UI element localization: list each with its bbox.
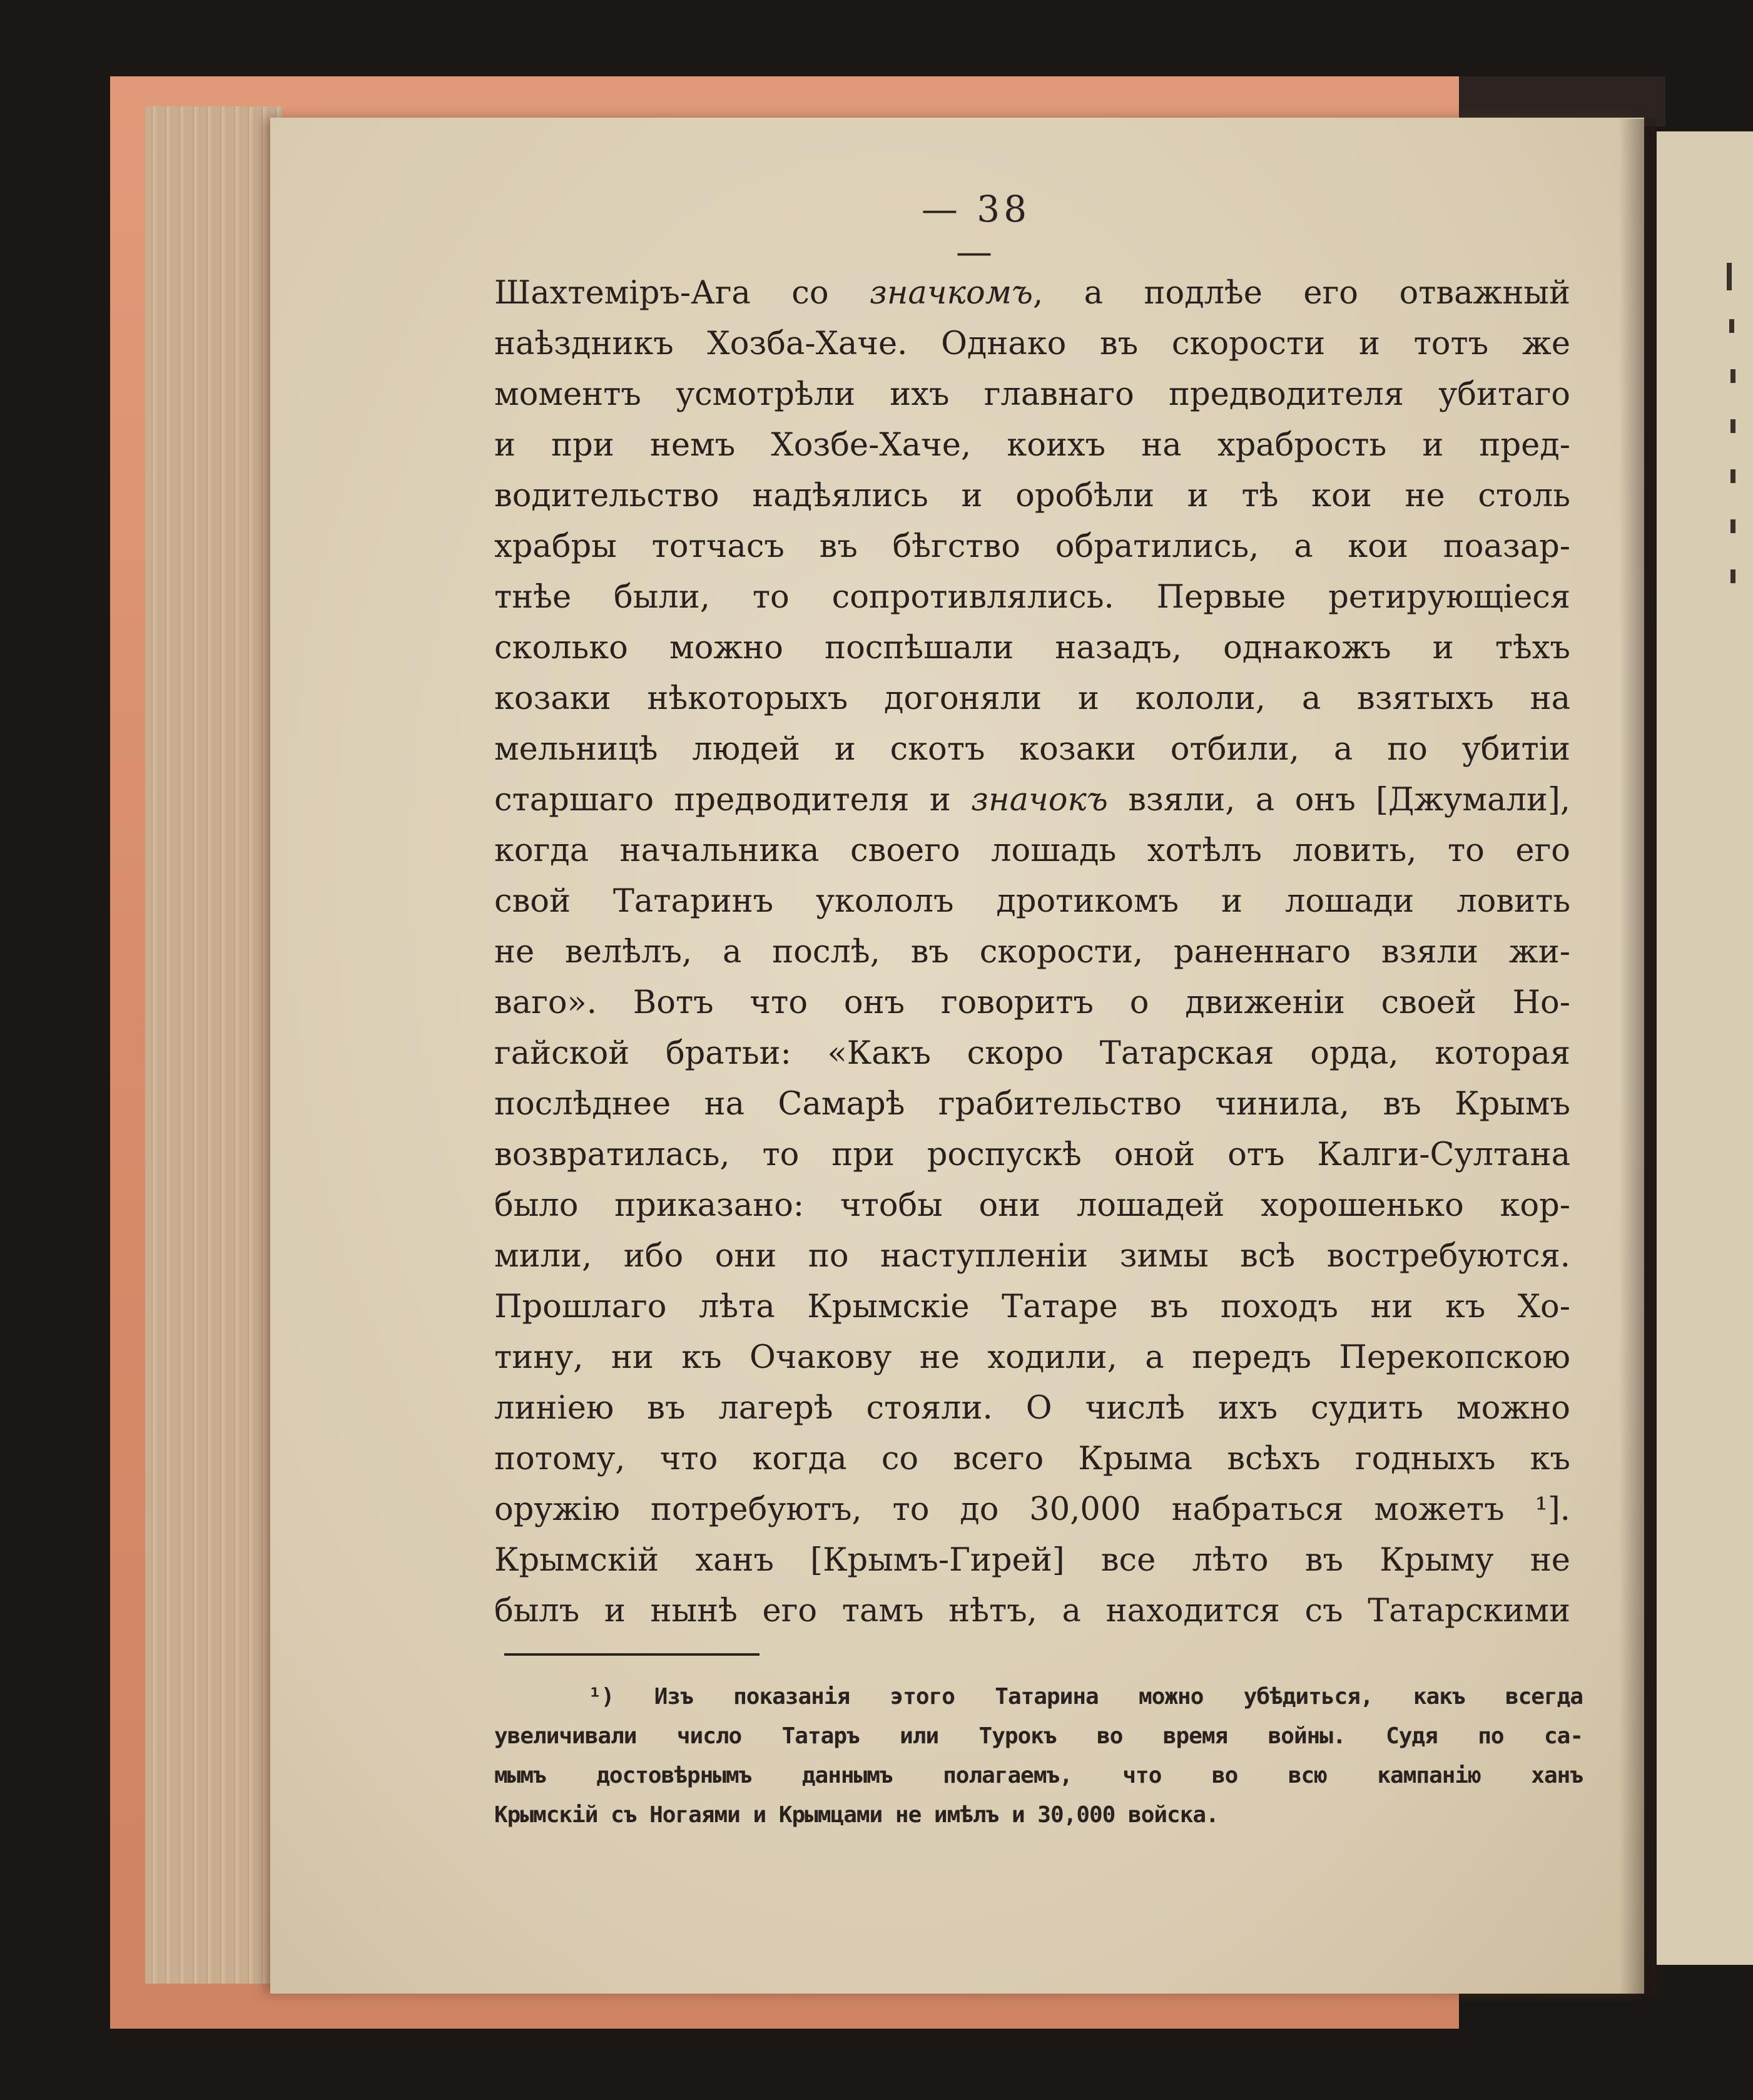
text-line: потому, что когда со всего Крыма всѣхъ годныхъ къ bbox=[494, 1440, 1570, 1477]
facing-page bbox=[1657, 131, 1753, 1965]
text-line: линіею въ лагерѣ стояли. О числѣ ихъ судить можно bbox=[494, 1390, 1570, 1427]
footnote-line: увеличивали число Татаръ или Турокъ во время войны. Судя по са- bbox=[494, 1723, 1583, 1749]
text-line: тину, ни къ Очакову не ходили, а передъ Перекопскою bbox=[494, 1339, 1570, 1376]
footnote-separator bbox=[504, 1653, 760, 1656]
text-line: моментъ усмотрѣли ихъ главнаго предводителя убитаго bbox=[494, 376, 1570, 413]
text-line: не велѣлъ, а послѣ, въ скорости, раненнаго взяли жи- bbox=[494, 934, 1570, 971]
footnote bbox=[494, 1677, 1583, 1835]
text-line: сколько можно поспѣшали назадъ, однакожъ и тѣхъ bbox=[494, 629, 1570, 666]
text-line: и при немъ Хозбе-Хаче, коихъ на храбрость и пред- bbox=[494, 427, 1570, 464]
page-number: — 38 — bbox=[921, 188, 1031, 273]
text-line: тнѣе были, то сопротивлялись. Первые ретирующіеся bbox=[494, 579, 1570, 616]
text-line: мельницѣ людей и скотъ козаки отбили, а по убитіи bbox=[494, 731, 1570, 768]
text-line: свой Татаринъ укололъ дротикомъ и лошади ловить bbox=[494, 883, 1570, 920]
text-line: Прошлаго лѣта Крымскіе Татаре въ походъ ни къ Хо- bbox=[494, 1288, 1570, 1325]
text-line: ваго». Вотъ что онъ говоритъ о движеніи своей Но- bbox=[494, 984, 1570, 1021]
text-line: когда начальника своего лошадь хотѣлъ ловить, то его bbox=[494, 832, 1570, 869]
text-line: мили, ибо они по наступленіи зимы всѣ востребуются. bbox=[494, 1238, 1570, 1275]
page-edges bbox=[145, 106, 283, 1984]
text-line: старшаго предводителя и значокъ взяли, а онъ [Джумали], bbox=[494, 782, 1571, 818]
main-text bbox=[494, 268, 1570, 1636]
text-line: возвратилась, то при роспускѣ оной отъ Калги-Султана bbox=[494, 1136, 1570, 1173]
text-line: козаки нѣкоторыхъ догоняли и кололи, а взятыхъ на bbox=[494, 680, 1570, 717]
text-line: было приказано: чтобы они лошадей хорошенько кор- bbox=[494, 1187, 1570, 1224]
text-line: храбры тотчасъ въ бѣгство обратились, а кои поазар- bbox=[494, 528, 1570, 565]
text-line: Крымскій ханъ [Крымъ-Гирей] все лѣто въ Крыму не bbox=[494, 1542, 1570, 1579]
footnote-line: мымъ достовѣрнымъ даннымъ полагаемъ, что во всю кампанію ханъ bbox=[494, 1763, 1583, 1788]
text-line: оружію потребуютъ, то до 30,000 набраться можетъ ¹]. bbox=[494, 1491, 1570, 1528]
text-line: Шахтеміръ-Ага со значкомъ, а подлѣе его отважный bbox=[494, 275, 1570, 312]
text-line: наѣздникъ Хозба-Хаче. Однако въ скорости и тотъ же bbox=[494, 325, 1570, 362]
footnote-line: ¹) Изъ показанія этого Татарина можно убѣдиться, какъ всегда bbox=[588, 1684, 1583, 1710]
text-line: былъ и нынѣ его тамъ нѣтъ, а находится съ Татарскими bbox=[494, 1593, 1570, 1629]
text-line: гайской братьи: «Какъ скоро Татарская орда, которая bbox=[494, 1035, 1570, 1072]
footnote-line: Крымскій съ Ногаями и Крымцами не имѣлъ и 30,000 войска. bbox=[494, 1802, 1219, 1828]
italic-word: значкомъ bbox=[870, 275, 1033, 312]
page-gutter-shadow bbox=[1619, 119, 1657, 1996]
italic-word: значокъ bbox=[971, 782, 1108, 818]
text-line: послѣднее на Самарѣ грабительство чинила, въ Крымъ bbox=[494, 1086, 1570, 1123]
text-line: водительство надѣялись и оробѣли и тѣ кои не столь bbox=[494, 477, 1570, 514]
